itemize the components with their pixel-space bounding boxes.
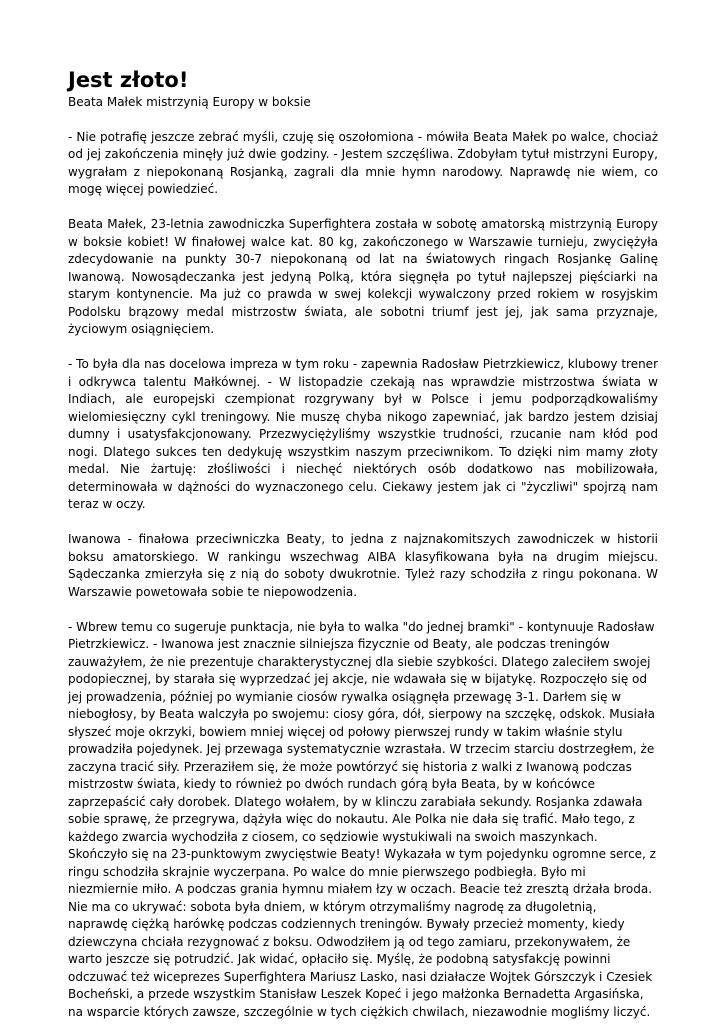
article-title: Jest złoto! [68, 68, 189, 92]
article [68, 66, 658, 1021]
article-subtitle: Beata Małek mistrzynią Europy w boksie [68, 95, 311, 109]
paragraph-3: - To była dla nas docelowa impreza w tym roku - zapewnia Radosław Pietrzkiewicz, klubowy trener i odkrywca talentu Małkównej. - W listopadzie czekają nas wprawdzie mistrzostwa świata w Indiach, ale europejski czempionat rozgrywany był w Polsce i jemu podporządkowaliśmy wielomiesięczny cykl treningowy. Nie muszę chyba nikogo zapewniać, jak bardzo jestem dzisiaj dumny i usatysfakcjonowany. Przezwyciężyliśmy wszystkie trudności, rzucanie nam kłód pod nogi. Dlatego sukces ten dedykuję wszystkim naszym przeciwnikom. To dzięki nim mamy złoty medal. Nie żartuję: złośliwości i niechęć niektórych osób dodatkowo nas mobilizowała, determinowała w dążności do wyznaczonego celu. Ciekawy jestem jak ci "życzliwi" spojrzą nam teraz w oczy. [68, 357, 658, 511]
paragraph-4: Iwanowa - finałowa przeciwniczka Beaty, to jedna z najznakomitszych zawodniczek w historii boksu amatorskiego. W rankingu wszechwag AIBA klasyfikowana była na drugim miejscu. Sądeczanka zmierzyła się z nią do soboty dwukrotnie. Tyleż razy schodziła z ringu pokonana. W Warszawie powetowała sobie te niepowodzenia. [68, 532, 658, 599]
paragraph-5: - Wbrew temu co sugeruje punktacja, nie była to walka "do jednej bramki" - kontynuuje Radosław Pietrzkiewicz. - Iwanowa jest znacznie silniejsza fizycznie od Beaty, ale podczas treningów zauważyłem, że nie prezentuje charakterystycznej dla siebie szybkości. Dlatego zaleciłem swojej podopiecznej, by starała się wyprzedzać jej akcje, nie wdawała się w bijatykę. Rozpoczęło się od jej prowadzenia, później po wymianie ciosów rywalka osiągnęła przewagę 3-1. Darłem się w niebogłosy, by Beata walczyła po swojemu: ciosy góra, dół, sierpowy na szczękę, odskok. Musiała słyszeć moje okrzyki, bowiem mniej więcej od połowy pierwszej rundy w takim właśnie stylu prowadziła pojedynek. Jej przewaga systematycznie wzrastała. W trzecim starciu dostrzegłem, że zaczyna tracić siły. Przeraziłem się, że może powtórzyć się historia z walki z Iwanową podczas mistrzostw świata, kiedy to również po dwóch rundach górą była Beata, by w końcówce zaprzepaścić cały dorobek. Dlatego wołałem, by w klinczu zarabiała sekundy. Rosjanka zdawała sobie sprawę, że przegrywa, dążyła więc do nokautu. Ale Polka nie dała się trafić. Mało tego, z każdego zwarcia wychodziła z ciosem, co sędziowie wystukiwali na swoich maszynkach. Skończyło się na 23-punktowym zwycięstwie Beaty! Wykazała w tym pojedynku ogromne serce, z ringu schodziła skrajnie wyczerpana. Po walce do mnie pierwszego podbiegła. Było mi niezmiernie miło. A podczas grania hymnu miałem łzy w oczach. Beacie też zresztą drżała broda. Nie ma co ukrywać: sobota była dniem, w którym otrzymaliśmy nagrodę za długoletnią, naprawdę ciężką harówkę podczas codziennych treningów. Bywały przecież momenty, kiedy dziewczyna chciała rezygnować z boksu. Odwodziłem ją od tego zamiaru, przekonywałem, że warto jeszcze się potrudzić. Jak widać, opłaciło się. Myślę, że podobną satysfakcję powinni odczuwać też wiceprezes Superfightera Mariusz Lasko, nasi działacze Wojtek Górszczyk i Czesiek Bocheński, a przede wszystkim Stanisław Leszek Kopeć i jego małżonka Bernadetta Argasińska, na wsparcie których zawsze, szczególnie w tych ciężkich chwilach, niezawodnie mogliśmy liczyć. [68, 619, 656, 1019]
paragraph-2: Beata Małek, 23-letnia zawodniczka Superfightera została w sobotę amatorską mistrzynią Europy w boksie kobiet! W finałowej walce kat. 80 kg, zakończonego w Warszawie turnieju, zwyciężyła zdecydowanie na punkty 30-7 niepokonaną od lat na światowych ringach Rosjankę Galinę Iwanową. Nowosądeczanka jest jedyną Polką, która sięgnęła po tytuł najlepszej pięściarki na starym kontynencie. Ma już co prawda w swej kolekcji wywalczony przed rokiem w rosyjskim Podolsku brązowy medal mistrzostw świata, ale sobotni triumf jest jej, jak sama przyznaje, życiowym osiągnięciem. [68, 217, 658, 336]
paragraph-1: - Nie potrafię jeszcze zebrać myśli, czuję się oszołomiona - mówiła Beata Małek po walce, chociaż od jej zakończenia minęły już dwie godziny. - Jestem szczęśliwa. Zdobyłam tytuł mistrzyni Europy, wygrałam z niepokonaną Rosjanką, zagrali dla mnie hymn narodowy. Naprawdę nie wiem, co mogę więcej powiedzieć. [68, 129, 658, 196]
